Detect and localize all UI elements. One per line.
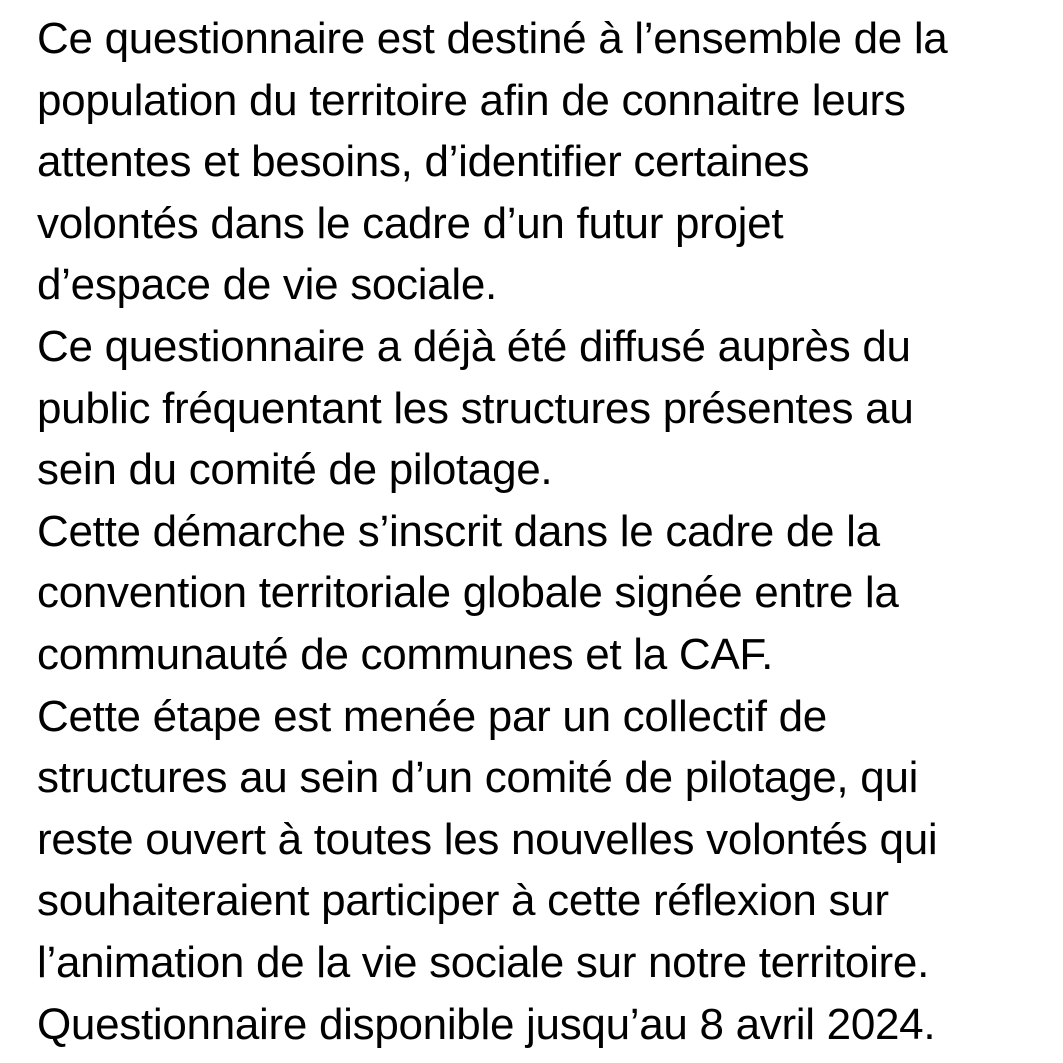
paragraph-deadline [37,994,1057,1056]
text-line: souhaiteraient participer à cette réflexion sur [37,876,889,926]
paragraph-collectif [37,686,1057,994]
text-line: Cette étape est menée par un collectif de [37,691,827,741]
text-line: Ce questionnaire a déjà été diffusé auprès du [37,321,911,371]
text-line: communauté de communes et la CAF. [37,629,773,679]
text-line: volontés dans le cadre d’un futur projet [37,198,784,248]
text-line: attentes et besoins, d’identifier certaines [37,137,810,187]
text-line: reste ouvert à toutes les nouvelles volontés qui [37,814,938,864]
text-line: public fréquentant les structures présentes au [37,383,914,433]
paragraph-intro [37,8,1057,316]
text-line: Questionnaire disponible jusqu’au 8 avril 2024. [37,999,936,1049]
message-body [37,8,1057,1055]
paragraph-diffusion [37,316,1057,501]
text-line: convention territoriale globale signée entre la [37,568,899,618]
paragraph-convention [37,501,1057,686]
text-line: Ce questionnaire est destiné à l’ensemble de la [37,14,948,63]
text-line: population du territoire afin de connaitre leurs [37,75,906,125]
text-line: l’animation de la vie sociale sur notre territoire. [37,937,930,987]
text-line: sein du comité de pilotage. [37,445,553,495]
text-line: structures au sein d’un comité de pilotage, qui [37,753,919,803]
text-line: d’espace de vie sociale. [37,260,497,310]
text-line: Cette démarche s’inscrit dans le cadre de la [37,506,880,556]
